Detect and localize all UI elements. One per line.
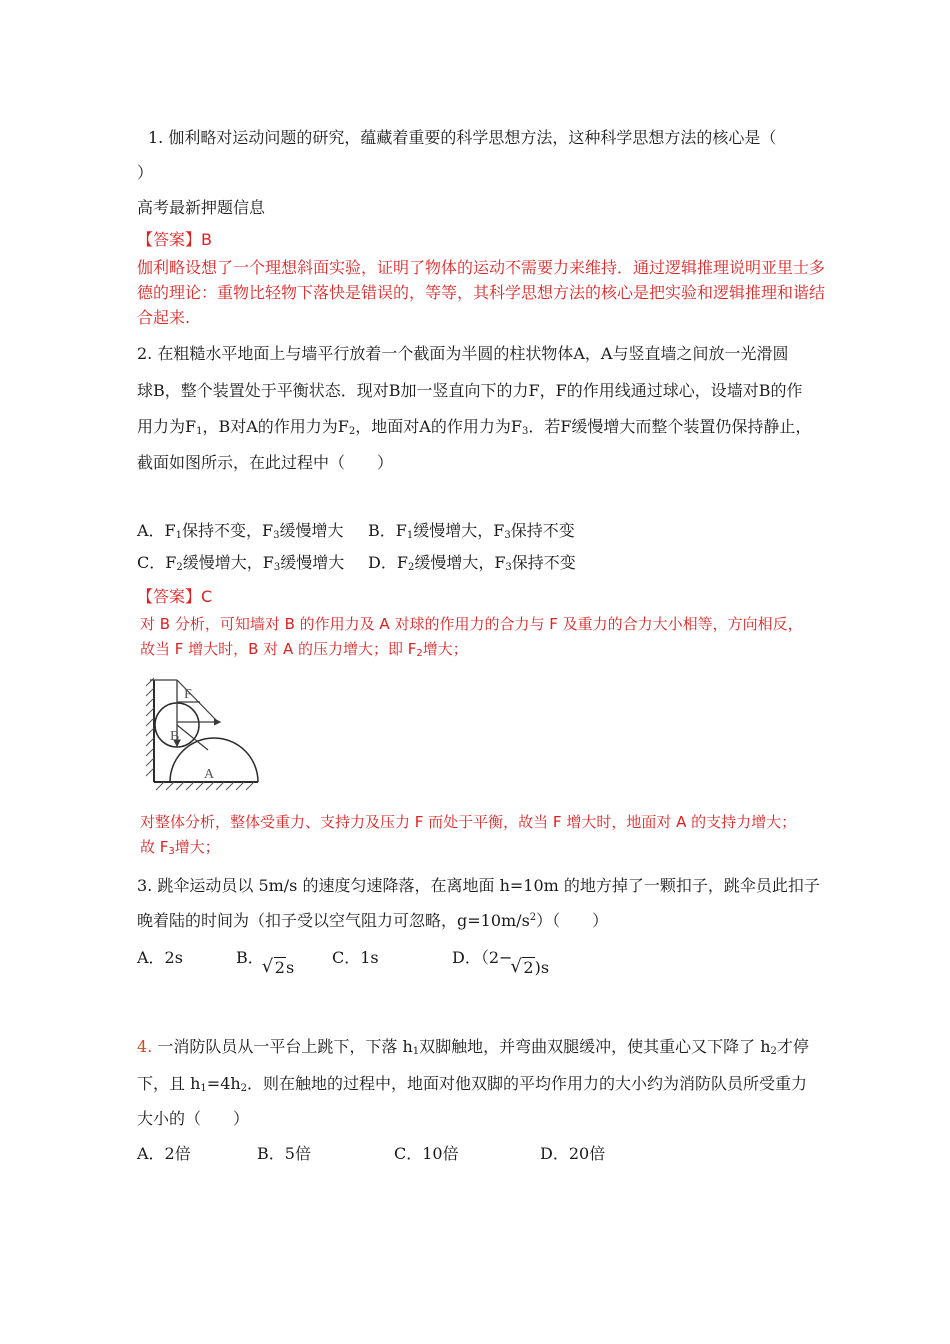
q1-stem-line1: 1. 伽利略对运动问题的研究，蕴藏着重要的科学思想方法，这种科学思想方法的核心是（ [148, 128, 777, 147]
radicand: 2 [274, 958, 285, 977]
q1-explanation-line2: 德的理论：重物比轻物下落快是错误的，等等，其科学思想方法的核心是把实验和逻辑推理和谐结 [137, 283, 826, 302]
q2-stem-text: ．若F缓慢增大而整个装置仍保持静止， [528, 417, 812, 436]
q2-explanation-line4 [140, 836, 220, 858]
q4-stem-line2 [137, 1073, 807, 1095]
option-text: A．F [137, 521, 176, 540]
q1-answer-value: B [201, 230, 212, 249]
option-label: B． [236, 948, 264, 967]
explanation-text: 增大； [422, 640, 468, 658]
q4-stem-text: 才停 [776, 1037, 809, 1056]
q2-answer-tag: 【答案】 [137, 587, 202, 606]
q4-stem-text: ．则在触地的过程中，地面对他双脚的平均作用力的大小约为消防队员所受重力 [247, 1074, 808, 1093]
q2-stem-text: 用力为F [137, 417, 197, 436]
q2-figure-diagram [140, 676, 265, 794]
subscript: 3 [505, 562, 512, 573]
q2-explanation-line1: 对 B 分析，可知墙对 B 的作用力及 A 对球的作用力的合力与 F 及重力的合力大小相等，方向相反， [140, 615, 803, 633]
option-text: B．F [368, 521, 407, 540]
q1-answer-tag: 【答案】 [137, 230, 202, 249]
q4-option-c: C．10倍 [394, 1144, 459, 1163]
ground-hatching [156, 782, 254, 790]
q2-stem-text: ，地面对A的作用力为F [355, 417, 522, 436]
q2-option-a [137, 520, 344, 542]
subscript: 1 [196, 426, 203, 437]
superscript: 2 [529, 912, 537, 923]
q2-option-b [368, 520, 575, 542]
subscript: 2 [348, 426, 356, 437]
q3-option-c: C．1s [332, 948, 379, 967]
subscript: 3 [168, 846, 175, 857]
q3-stem-line1: 3. 跳伞运动员以 5m/s 的速度匀速降落，在离地面 h=10m 的地方掉了一颗扣子，跳伞员此扣子 [137, 876, 820, 895]
q2-explanation-line3: 对整体分析，整体受重力、支持力及压力 F 而处于平衡，故当 F 增大时，地面对 A 的支持力增大； [140, 813, 797, 831]
subscript: 2 [770, 1046, 777, 1057]
label-a: A [204, 767, 215, 782]
q1-answer [137, 229, 212, 251]
subscript: 1 [175, 530, 183, 541]
subscript: 1 [200, 1083, 207, 1094]
option-text: C．F [137, 553, 177, 572]
q2-stem-line2: 球B，整个装置处于平衡状态．现对B加一竖直向下的力F，F的作用线通过球心，设墙对B的作 [137, 381, 803, 400]
q2-stem-text: ，B对A的作用力为F [202, 417, 349, 436]
explanation-text: 增大； [174, 838, 220, 856]
q2-stem-line1: 2. 在粗糙水平地面上与墙平行放着一个截面为半圆的柱状物体A，A与竖直墙之间放一光滑圆 [137, 344, 789, 363]
q2-stem-line4: 截面如图所示，在此过程中（ ） [137, 453, 394, 472]
q2-answer-value: C [201, 587, 213, 606]
q2-option-d [368, 552, 576, 574]
wall-hatching [146, 678, 154, 776]
q2-answer [137, 586, 212, 608]
label-b: B [170, 729, 180, 744]
q3-option-b [236, 947, 295, 977]
q4-option-a: A．2倍 [137, 1144, 191, 1163]
q2-stem-line3 [137, 416, 811, 438]
option-text: 缓慢增大，F [413, 521, 505, 540]
option-text: 缓慢增大，F [182, 553, 274, 572]
q4-option-b: B．5倍 [257, 1144, 311, 1163]
unit: s [285, 958, 295, 977]
q4-stem-text: 双脚触地，并弯曲双腿缓冲，使其重心又下降了 h [419, 1037, 771, 1056]
explanation-text: 故当 F 增大时，B 对 A 的压力增大；即 F [140, 640, 417, 658]
sqrt-symbol [512, 957, 534, 979]
q3-option-d [452, 947, 550, 977]
option-text: D．F [368, 553, 408, 572]
q3-stem-text: ）（ ） [536, 911, 609, 930]
option-text: )s [534, 958, 550, 977]
option-text: 保持不变 [511, 553, 576, 572]
q1-explanation-line3: 合起来. [137, 308, 191, 327]
q4-stem-text: 一消防队员从一平台上跳下，下落 h [157, 1037, 413, 1056]
subscript: 2 [240, 1083, 248, 1094]
option-text: 保持不变 [510, 521, 575, 540]
q3-option-a: A．2s [137, 948, 183, 967]
option-text: 缓慢增大，F [414, 553, 506, 572]
q2-option-c [137, 552, 344, 574]
option-text: 缓慢增大 [279, 521, 344, 540]
q1-source: 高考最新押题信息 [137, 198, 266, 217]
q4-stem-line3: 大小的（ ） [137, 1109, 250, 1128]
option-text: 保持不变，F [182, 521, 274, 540]
q2-explanation-line2 [140, 638, 468, 660]
q1-explanation-line1: 伽利略设想了一个理想斜面实验，证明了物体的运动不需要力来维持．通过逻辑推理说明亚里士多 [137, 258, 826, 277]
q4-stem-line1 [137, 1036, 809, 1058]
q4-stem-text: 下，且 h [137, 1074, 201, 1093]
q4-option-d: D．20倍 [540, 1144, 606, 1163]
subscript: 3 [273, 530, 280, 541]
label-f: F [184, 687, 192, 702]
subscript: 1 [412, 1046, 420, 1057]
q4-stem-text: =4h [206, 1074, 241, 1093]
option-label: D．（2− [452, 948, 513, 967]
subscript: 1 [406, 530, 414, 541]
q1-stem-line2: ） [137, 163, 154, 182]
subscript: 3 [521, 426, 529, 437]
subscript: 2 [416, 648, 423, 659]
subscript: 2 [407, 562, 415, 573]
subscript: 2 [176, 562, 183, 573]
radicand: 2 [523, 958, 534, 977]
explanation-text: 故 F [140, 838, 169, 856]
q3-stem-line2 [137, 910, 608, 932]
subscript: 3 [504, 530, 511, 541]
q4-number: 4. [137, 1037, 153, 1056]
q3-stem-text: 晚着陆的时间为（扣子受以空气阻力可忽略，g=10m/s [137, 911, 530, 930]
sqrt-symbol [264, 957, 286, 979]
option-text: 缓慢增大 [280, 553, 345, 572]
subscript: 3 [273, 562, 281, 573]
